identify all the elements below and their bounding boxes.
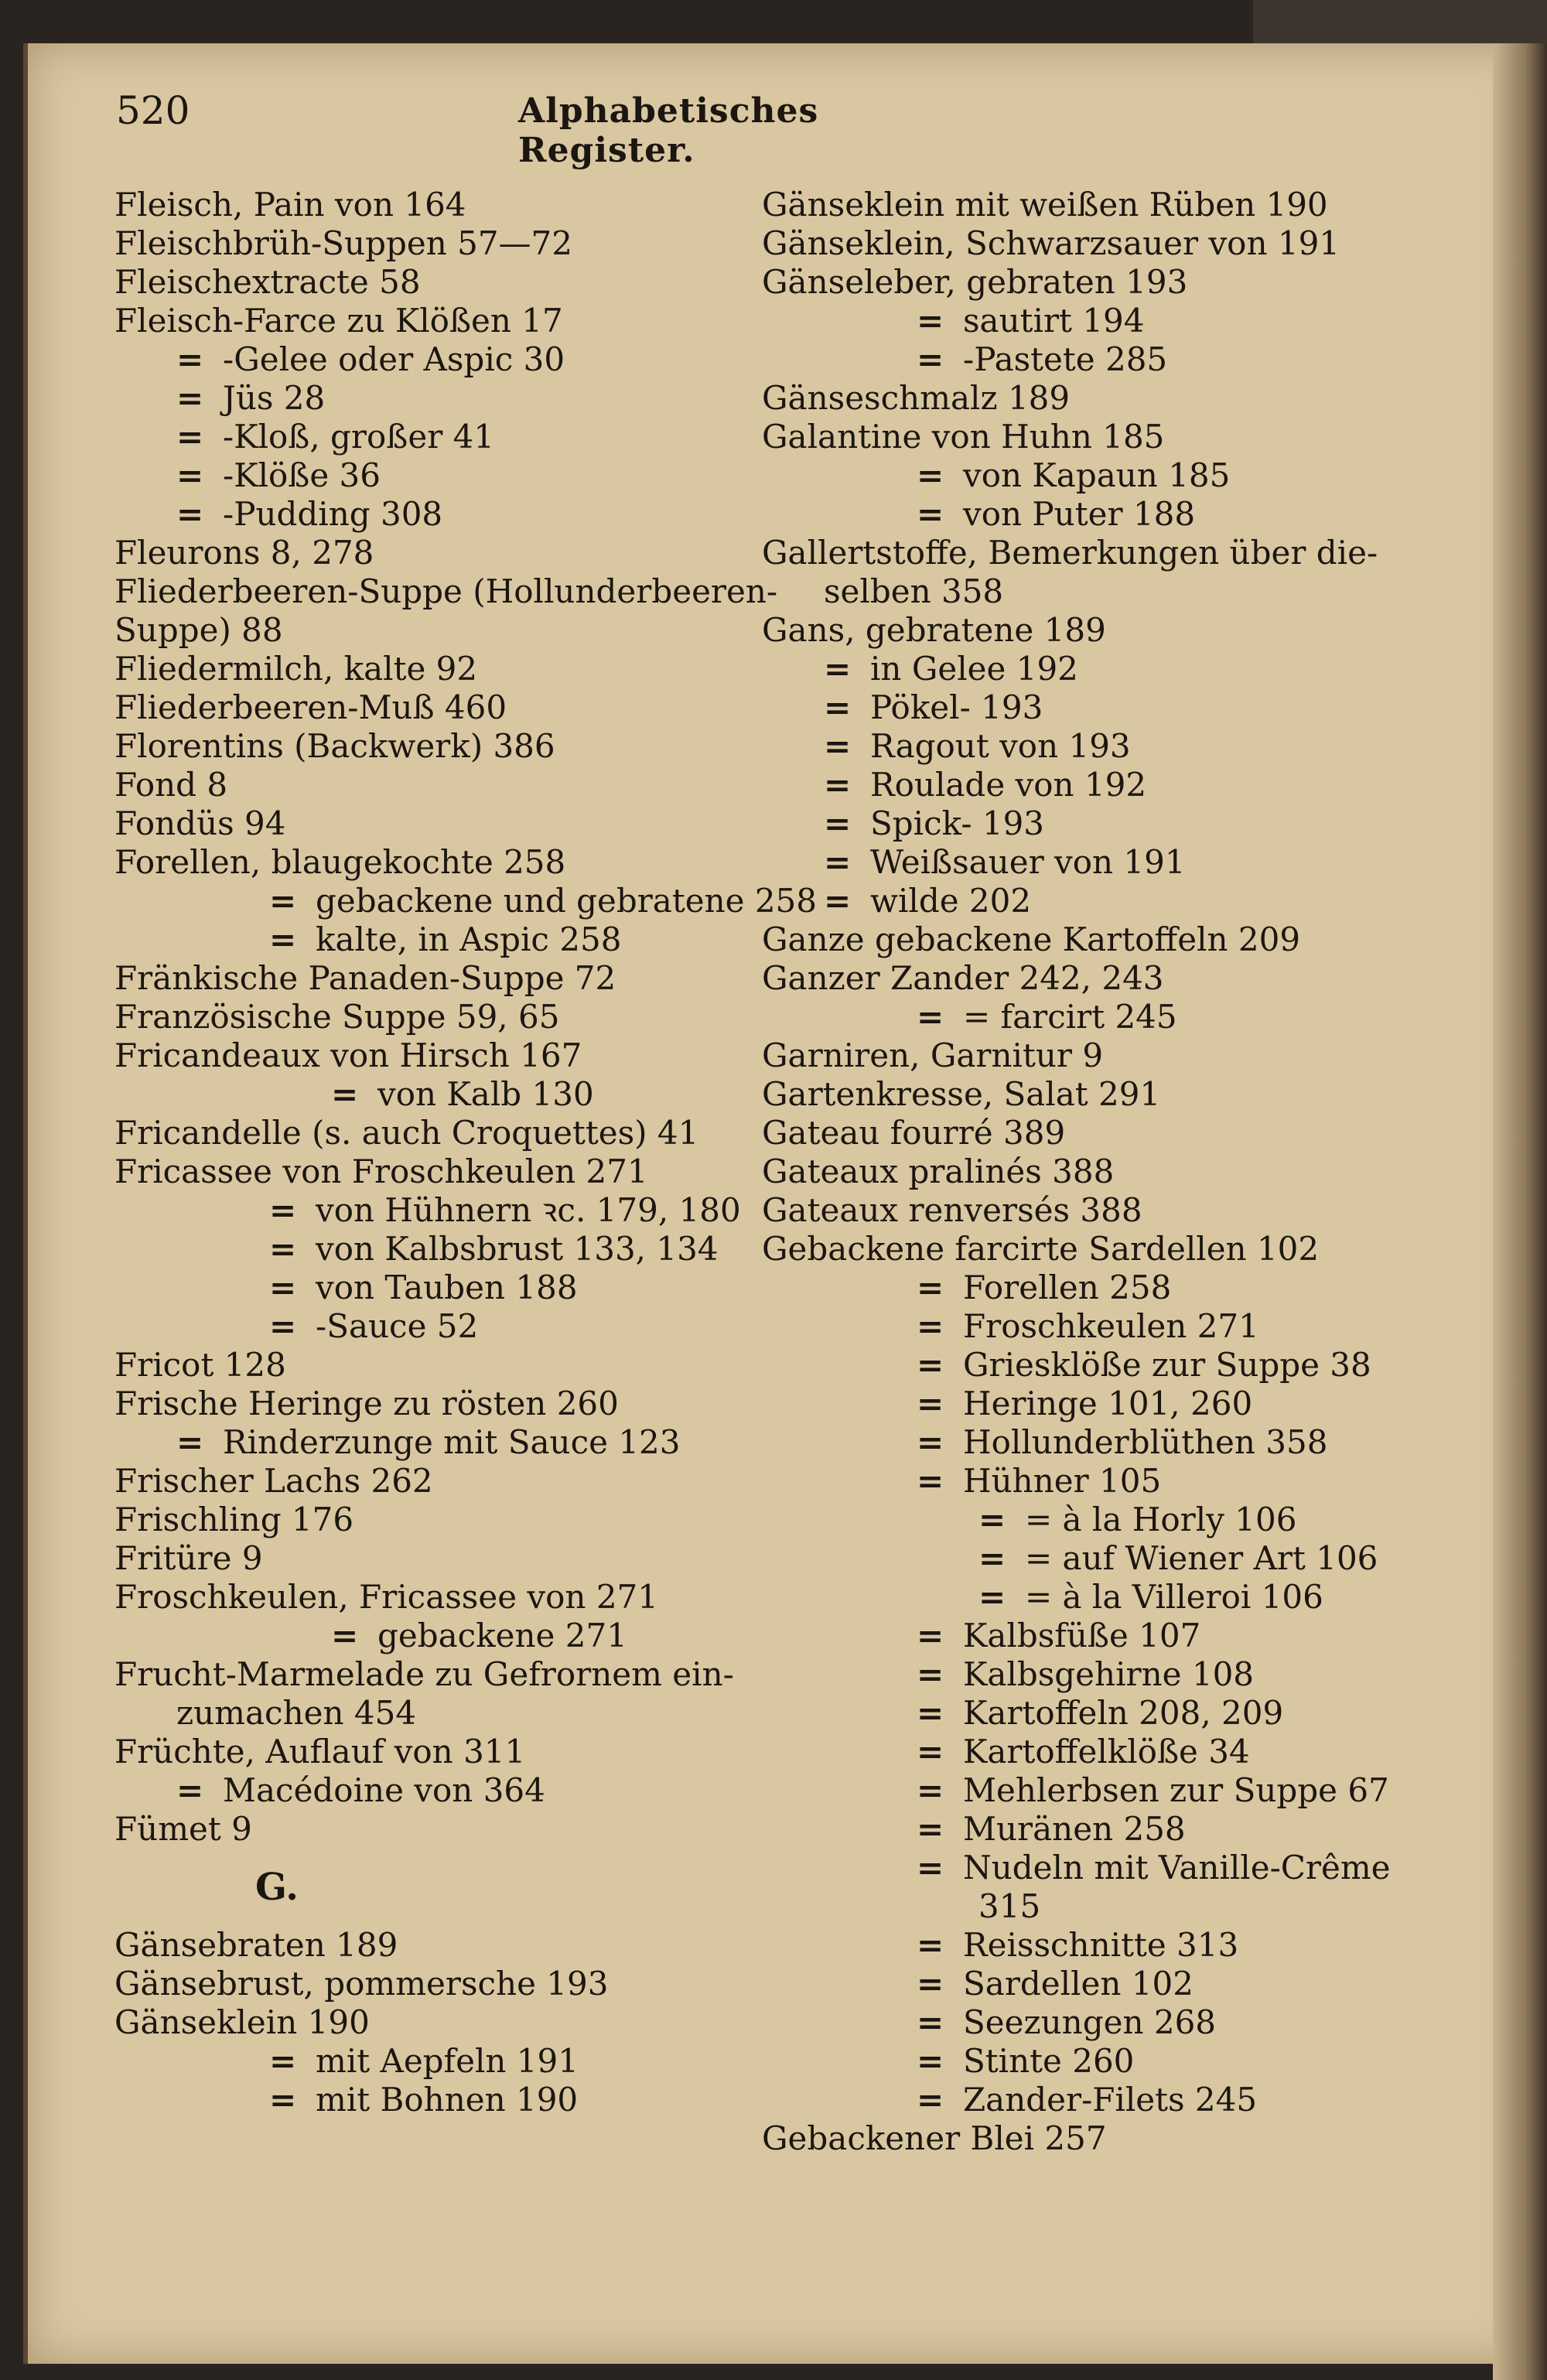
register-entry-text: Fricot 128 — [114, 1346, 286, 1384]
register-entry — [762, 1501, 1396, 1539]
register-entry — [762, 2119, 1396, 2158]
register-entry — [762, 1036, 1396, 1075]
register-entry — [762, 1771, 1396, 1810]
register-entry — [762, 1694, 1396, 1733]
register-entry — [114, 1152, 749, 1191]
register-entry — [114, 186, 749, 224]
ditto-mark: = — [917, 1694, 944, 1732]
register-entry-text: Fleurons 8, 278 — [114, 534, 374, 572]
ditto-mark: = — [917, 1810, 944, 1848]
ditto-mark: = — [269, 1269, 297, 1306]
register-entry-text: Frischer Lachs 262 — [114, 1462, 433, 1500]
ditto-mark: = — [269, 1307, 297, 1345]
ditto-mark: = — [176, 1423, 204, 1461]
register-entry — [114, 1036, 749, 1075]
ditto-mark: = — [824, 804, 852, 842]
register-entry — [762, 379, 1396, 418]
ditto-mark: = — [917, 1307, 944, 1345]
ditto-mark: = — [917, 1926, 944, 1964]
register-entry-text: Macédoine von 364 — [223, 1771, 545, 1809]
register-entry-text: Rinderzunge mit Sauce 123 — [223, 1423, 681, 1461]
register-entry-text: = auf Wiener Art 106 — [1025, 1539, 1378, 1577]
register-entry-text: Frische Heringe zu rösten 260 — [114, 1385, 619, 1422]
register-entry-text: Ganze gebackene Kartoffeln 209 — [762, 920, 1301, 958]
register-entry — [762, 1152, 1396, 1191]
register-entry-text: Gänseschmalz 189 — [762, 379, 1071, 417]
ditto-mark: = — [917, 302, 944, 340]
register-entry — [114, 1307, 749, 1346]
register-entry-text: Fliedermilch, kalte 92 — [114, 650, 478, 688]
register-entry-text: Früchte, Auflauf von 311 — [114, 1733, 526, 1770]
register-entry-text: Fond 8 — [114, 766, 228, 804]
register-entry — [114, 804, 749, 843]
ditto-mark: = — [917, 998, 944, 1036]
ditto-mark: = — [176, 418, 204, 456]
register-entry — [762, 534, 1396, 572]
register-entry — [762, 1462, 1396, 1501]
register-column-right — [762, 186, 1396, 2158]
register-entry-text: Kalbsgehirne 108 — [963, 1655, 1255, 1693]
register-entry-text: Gänseklein 190 — [114, 2003, 370, 2041]
register-entry — [762, 804, 1396, 843]
register-entry-text: Französische Suppe 59, 65 — [114, 998, 560, 1036]
register-entry — [114, 1423, 749, 1462]
ditto-mark: = — [824, 766, 852, 804]
register-entry — [762, 2042, 1396, 2081]
ditto-mark: = — [978, 1539, 1006, 1577]
register-entry-text: mit Bohnen 190 — [316, 2081, 579, 2119]
ditto-mark: = — [176, 456, 204, 494]
register-entry — [762, 418, 1396, 456]
register-entry — [114, 495, 749, 534]
register-entry-text: -Sauce 52 — [316, 1307, 479, 1345]
register-entry-text: Fränkische Panaden-Suppe 72 — [114, 959, 616, 997]
ditto-mark: = — [824, 843, 852, 881]
ditto-mark: = — [917, 2081, 944, 2119]
register-entry-text: Gänsebraten 189 — [114, 1926, 398, 1964]
register-entry-text: Pökel- 193 — [870, 688, 1043, 726]
register-entry — [762, 1887, 1396, 1926]
ditto-mark: = — [824, 650, 852, 688]
register-entry — [762, 882, 1396, 920]
register-entry-text: Griesklöße zur Suppe 38 — [963, 1346, 1371, 1384]
register-entry-text: Gans, gebratene 189 — [762, 611, 1106, 649]
register-entry — [762, 1346, 1396, 1385]
register-entry — [762, 727, 1396, 766]
register-entry — [114, 1385, 749, 1423]
register-entry-text: Gänseklein mit weißen Rüben 190 — [762, 186, 1328, 224]
register-entry-text: Suppe) 88 — [114, 611, 283, 649]
ditto-mark: = — [917, 340, 944, 378]
register-entry — [114, 2081, 749, 2119]
ditto-mark: = — [917, 1849, 944, 1887]
ditto-mark: = — [917, 1655, 944, 1693]
ditto-mark: = — [176, 1771, 204, 1809]
page-right-edge — [1493, 43, 1547, 2380]
ditto-mark: = — [917, 2003, 944, 2041]
ditto-mark: = — [269, 2042, 297, 2080]
register-entry-text: Gebackener Blei 257 — [762, 2119, 1107, 2157]
ditto-mark: = — [917, 1346, 944, 1384]
register-entry-text: Kalbsfüße 107 — [963, 1617, 1201, 1654]
register-entry — [114, 1926, 749, 1965]
register-entry-text: Gänseleber, gebraten 193 — [762, 263, 1188, 301]
register-entry — [762, 1810, 1396, 1849]
register-entry — [762, 495, 1396, 534]
ditto-mark: = — [824, 727, 852, 765]
register-entry — [114, 1771, 749, 1810]
register-entry — [114, 766, 749, 804]
register-entry-text: -Klöße 36 — [223, 456, 381, 494]
register-entry — [114, 1346, 749, 1385]
register-entry — [762, 611, 1396, 650]
register-entry — [762, 1230, 1396, 1269]
register-entry — [114, 1655, 749, 1694]
register-entry-text: Ganzer Zander 242, 243 — [762, 959, 1164, 997]
section-letter: G. — [255, 1866, 299, 1909]
ditto-mark: = — [917, 1617, 944, 1654]
register-entry — [114, 302, 749, 340]
register-entry — [762, 1191, 1396, 1230]
ditto-mark: = — [824, 882, 852, 920]
register-entry — [762, 1965, 1396, 2003]
register-entry — [114, 456, 749, 495]
register-entry-text: Garniren, Garnitur 9 — [762, 1036, 1104, 1074]
register-entry — [114, 688, 749, 727]
ditto-mark: = — [176, 379, 204, 417]
register-entry-text: selben 358 — [824, 572, 1004, 610]
register-entry — [114, 2003, 749, 2042]
register-entry-text: Stinte 260 — [963, 2042, 1135, 2080]
register-entry — [114, 1733, 749, 1771]
ditto-mark: = — [978, 1501, 1006, 1538]
register-entry-text: = farcirt 245 — [963, 998, 1177, 1036]
register-entry — [762, 1733, 1396, 1771]
register-entry-text: Froschkeulen, Fricassee von 271 — [114, 1578, 658, 1616]
register-entry-text: Jüs 28 — [223, 379, 326, 417]
register-entry — [762, 456, 1396, 495]
ditto-mark: = — [269, 920, 297, 958]
register-entry — [114, 1462, 749, 1501]
register-entry-text: Kartoffeln 208, 209 — [963, 1694, 1284, 1732]
ditto-mark: = — [917, 456, 944, 494]
register-entry — [114, 1810, 749, 1849]
page-title: Alphabetisches Register. — [518, 91, 819, 170]
page-number: 520 — [116, 88, 190, 133]
register-entry — [762, 224, 1396, 263]
register-entry — [762, 1926, 1396, 1965]
register-entry-text: Fliederbeeren-Muß 460 — [114, 688, 507, 726]
ditto-mark: = — [917, 1733, 944, 1770]
register-entry — [762, 340, 1396, 379]
ditto-mark: = — [917, 1385, 944, 1422]
register-entry-text: -Gelee oder Aspic 30 — [223, 340, 565, 378]
register-entry — [762, 1385, 1396, 1423]
register-entry-text: Heringe 101, 260 — [963, 1385, 1253, 1422]
register-entry — [762, 1849, 1396, 1887]
register-entry — [114, 959, 749, 998]
register-entry — [114, 1269, 749, 1307]
register-entry-text: 315 — [978, 1887, 1041, 1925]
register-entry-text: von Puter 188 — [963, 495, 1196, 533]
ditto-mark: = — [176, 340, 204, 378]
register-entry-text: Froschkeulen 271 — [963, 1307, 1259, 1345]
ditto-mark: = — [331, 1075, 359, 1113]
register-entry-text: Mehlerbsen zur Suppe 67 — [963, 1771, 1389, 1809]
register-entry — [114, 843, 749, 882]
register-entry — [762, 1114, 1396, 1152]
ditto-mark: = — [917, 1423, 944, 1461]
register-entry — [114, 1191, 749, 1230]
page-header — [116, 84, 951, 170]
register-entry-text: in Gelee 192 — [870, 650, 1078, 688]
register-entry — [114, 882, 817, 920]
register-entry-text: Muränen 258 — [963, 1810, 1186, 1848]
register-entry — [762, 688, 1396, 727]
ditto-mark: = — [331, 1617, 359, 1654]
ditto-mark: = — [917, 1965, 944, 2003]
register-entry-text: = à la Villeroi 106 — [1025, 1578, 1323, 1616]
register-entry-text: Florentins (Backwerk) 386 — [114, 727, 555, 765]
register-entry-text: Frischling 176 — [114, 1501, 354, 1538]
register-entry-text: Fritüre 9 — [114, 1539, 263, 1577]
register-entry — [114, 1578, 749, 1617]
register-entry — [762, 1655, 1396, 1694]
register-entry-text: Fümet 9 — [114, 1810, 252, 1848]
register-entry-text: Weißsauer von 191 — [870, 843, 1186, 881]
register-entry — [114, 1965, 749, 2003]
register-entry-text: zumachen 454 — [176, 1694, 417, 1732]
register-entry — [762, 1307, 1396, 1346]
register-entry — [114, 534, 749, 572]
register-entry-text: Gänsebrust, pommersche 193 — [114, 1965, 609, 2003]
register-entry-text: von Kalb 130 — [377, 1075, 594, 1113]
ditto-mark: = — [269, 2081, 297, 2119]
register-entry-text: Fricandelle (s. auch Croquettes) 41 — [114, 1114, 699, 1152]
register-entry-text: Gateau fourré 389 — [762, 1114, 1066, 1152]
register-entry — [114, 727, 749, 766]
register-entry-text: Fricandeaux von Hirsch 167 — [114, 1036, 582, 1074]
register-entry — [762, 959, 1396, 998]
register-entry — [114, 2042, 749, 2081]
register-entry — [762, 2003, 1396, 2042]
register-entry-text: Kartoffelklöße 34 — [963, 1733, 1250, 1770]
register-entry — [762, 998, 1396, 1036]
register-column-left — [114, 186, 817, 2119]
register-entry-text: kalte, in Aspic 258 — [316, 920, 622, 958]
register-entry — [114, 1075, 749, 1114]
register-entry-text: = à la Horly 106 — [1025, 1501, 1297, 1538]
register-entry — [762, 572, 1396, 611]
register-entry-text: Hühner 105 — [963, 1462, 1162, 1500]
register-entry-text: Gebackene farcirte Sardellen 102 — [762, 1230, 1320, 1268]
register-entry-text: Roulade von 192 — [870, 766, 1147, 804]
register-entry-text: Nudeln mit Vanille-Crême — [963, 1849, 1391, 1887]
register-entry — [114, 920, 749, 959]
register-entry-text: -Pudding 308 — [223, 495, 443, 533]
ditto-mark: = — [917, 1462, 944, 1500]
register-entry — [114, 224, 749, 263]
register-entry-text: -Pastete 285 — [963, 340, 1168, 378]
register-entry — [762, 2081, 1396, 2119]
register-entry — [762, 1269, 1396, 1307]
register-entry-text: gebackene 271 — [377, 1617, 627, 1654]
register-entry-text: gebackene und gebratene 258 — [316, 882, 817, 920]
register-entry-text: Ragout von 193 — [870, 727, 1131, 765]
register-entry-text: mit Aepfeln 191 — [316, 2042, 579, 2080]
register-entry-text: Fleisch-Farce zu Klößen 17 — [114, 302, 563, 340]
register-entry — [762, 920, 1396, 959]
register-entry-text: Gallertstoffe, Bemerkungen über die- — [762, 534, 1378, 572]
register-entry — [114, 1114, 749, 1152]
register-entry — [762, 1423, 1396, 1462]
register-entry-text: von Hühnern ꝛc. 179, 180 — [316, 1191, 741, 1229]
register-entry — [762, 1617, 1396, 1655]
register-entry — [114, 1694, 749, 1733]
register-entry — [114, 998, 749, 1036]
register-entry-text: Forellen 258 — [963, 1269, 1172, 1306]
register-entry — [762, 302, 1396, 340]
register-entry-text: Zander-Filets 245 — [963, 2081, 1258, 2119]
ditto-mark: = — [917, 2042, 944, 2080]
register-entry — [114, 572, 778, 611]
register-entry — [762, 650, 1396, 688]
register-entry-text: Fleisch, Pain von 164 — [114, 186, 466, 224]
register-entry-text: von Kalbsbrust 133, 134 — [316, 1230, 719, 1268]
register-entry — [762, 186, 1396, 224]
register-entry — [114, 611, 749, 650]
register-entry — [114, 1539, 749, 1578]
register-entry — [114, 418, 749, 456]
ditto-mark: = — [917, 1771, 944, 1809]
register-entry-text: Gateaux renversés 388 — [762, 1191, 1142, 1229]
register-entry — [762, 843, 1396, 882]
ditto-mark: = — [269, 1230, 297, 1268]
register-entry — [114, 1617, 749, 1655]
ditto-mark: = — [176, 495, 204, 533]
register-entry — [762, 1075, 1396, 1114]
register-entry-text: Fliederbeeren-Suppe (Hollunderbeeren- — [114, 572, 778, 610]
ditto-mark: = — [269, 882, 297, 920]
register-entry-text: Frucht-Marmelade zu Gefrornem ein- — [114, 1655, 734, 1693]
ditto-mark: = — [917, 495, 944, 533]
register-entry-text: von Tauben 188 — [316, 1269, 578, 1306]
register-entry-text: Reisschnitte 313 — [963, 1926, 1239, 1964]
register-entry-text: wilde 202 — [870, 882, 1032, 920]
register-entry-text: von Kapaun 185 — [963, 456, 1231, 494]
register-entry-text: Fondüs 94 — [114, 804, 286, 842]
register-entry — [114, 650, 749, 688]
ditto-mark: = — [824, 688, 852, 726]
register-entry — [762, 1539, 1396, 1578]
register-entry — [762, 766, 1396, 804]
register-entry — [114, 1501, 749, 1539]
register-entry — [114, 340, 749, 379]
register-entry — [762, 1578, 1396, 1617]
register-entry-text: Fricassee von Froschkeulen 271 — [114, 1152, 648, 1190]
register-entry-text: Fleischextracte 58 — [114, 263, 421, 301]
ditto-mark: = — [917, 1269, 944, 1306]
register-entry-text: Gateaux pralinés 388 — [762, 1152, 1115, 1190]
register-entry-text: Fleischbrüh-Suppen 57—72 — [114, 224, 572, 262]
register-entry-text: Gartenkresse, Salat 291 — [762, 1075, 1161, 1113]
register-entry-text: sautirt 194 — [963, 302, 1145, 340]
register-entry-text: -Kloß, großer 41 — [223, 418, 495, 456]
register-entry — [114, 379, 749, 418]
ditto-mark: = — [978, 1578, 1006, 1616]
register-entry — [114, 1230, 749, 1269]
register-entry-text: Seezungen 268 — [963, 2003, 1217, 2041]
register-entry-text: Galantine von Huhn 185 — [762, 418, 1165, 456]
register-entry-text: Hollunderblüthen 358 — [963, 1423, 1328, 1461]
register-entry — [114, 263, 749, 302]
register-entry — [762, 263, 1396, 302]
register-entry-text: Gänseklein, Schwarzsauer von 191 — [762, 224, 1340, 262]
register-entry-text: Forellen, blaugekochte 258 — [114, 843, 566, 881]
ditto-mark: = — [269, 1191, 297, 1229]
register-entry-text: Sardellen 102 — [963, 1965, 1194, 2003]
register-entry-text: Spick- 193 — [870, 804, 1045, 842]
